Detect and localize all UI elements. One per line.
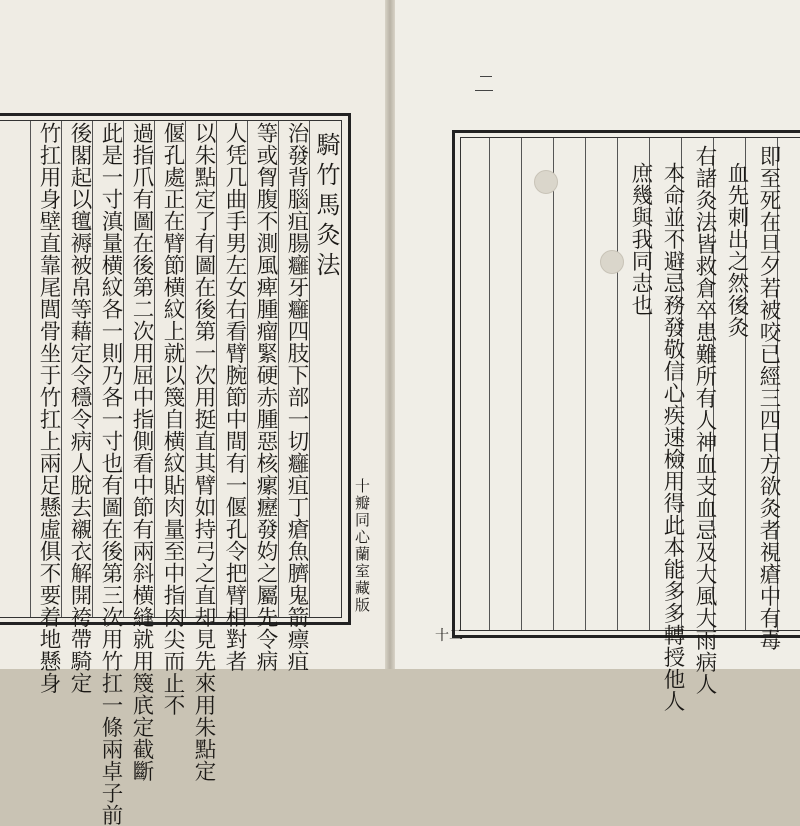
text-column: 庶幾與我同志也: [628, 162, 653, 316]
text-column: 治發背腦疽腸癰牙癰四肢下部一切癰疽丁瘡魚臍鬼箭瘭疽: [284, 122, 309, 672]
text-column: 等或胷腹不測風痺腫瘤緊硬赤腫惡核瘰癧發㚬之屬先令病: [253, 122, 278, 672]
column-rule: [489, 138, 490, 630]
text-column: 人凭几曲手男左女右看臂腕節中間有一偃孔令把臂相對者: [222, 122, 247, 672]
column-rule: [247, 121, 248, 617]
section-title: 騎竹馬灸法: [312, 132, 340, 282]
text-column: 以朱點定了有圖在後第一次用挺直其臂如持弓之直却見先來用朱點定: [191, 122, 216, 782]
text-column: 竹扛用身壁直靠尾閭骨坐于竹扛上兩足懸虛俱不要着地懸身: [36, 122, 61, 694]
page-mark: [475, 90, 493, 91]
column-rule: [309, 121, 310, 617]
column-rule: [585, 138, 586, 630]
left-page: [0, 0, 385, 826]
column-rule: [553, 138, 554, 630]
column-rule: [92, 121, 93, 617]
text-column: 血先刺出之然後灸: [724, 162, 749, 338]
fishtail-imprint: 十瓣同心蘭室藏版: [353, 478, 371, 614]
column-rule: [617, 138, 618, 630]
page-number: 十二: [435, 628, 463, 644]
column-rule: [278, 121, 279, 617]
page-mark: [480, 76, 492, 77]
column-rule: [61, 121, 62, 617]
show-through-seal: [600, 250, 624, 274]
column-rule: [185, 121, 186, 617]
text-column: 右諸灸法皆救倉卒患難所有人神血支血忌及大風大雨病人: [692, 145, 717, 695]
column-rule: [30, 121, 31, 617]
book-gutter: [385, 0, 395, 669]
show-through-seal: [534, 170, 558, 194]
text-column: 本命並不避忌務發敬信心疾速檢用得此本能多多轉授他人: [660, 162, 685, 712]
column-rule: [123, 121, 124, 617]
text-column: 即至死在旦夕若被咬已經三四日方欲灸者視瘡中有毒: [756, 145, 781, 651]
column-rule: [216, 121, 217, 617]
column-rule: [154, 121, 155, 617]
text-column: 偃孔處正在臂節横紋上就以篾自横紋貼肉量至中指肉尖而止不: [160, 122, 185, 716]
text-column: 後閣起以氊褥被帛等藉定令穩令病人脫去襯衣解開袴帶騎定: [67, 122, 92, 694]
text-column: 過指爪有圖在後第二次用屈中指側看中節有兩斜横縫就用篾㡳定截斷: [129, 122, 154, 782]
text-column: 此是一寸滇量横紋各一則乃各一寸也有圖在後第三次用竹扛一條兩卓子前: [98, 122, 123, 826]
column-rule: [521, 138, 522, 630]
